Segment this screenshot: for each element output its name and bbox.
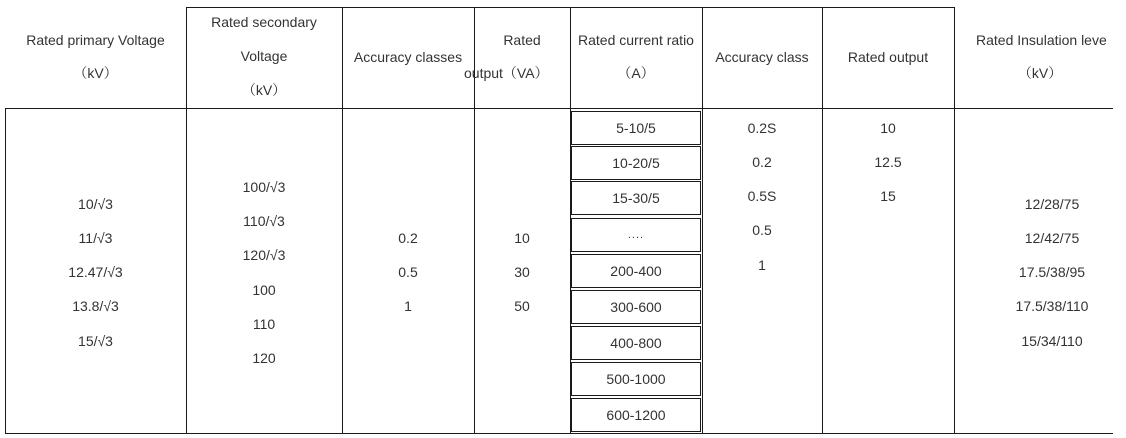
table-bottom-border [5, 433, 1113, 434]
secondary-voltage-value: 100/√3 [242, 179, 286, 195]
insulation-level-value: 12/42/75 [1024, 230, 1080, 246]
current-ratio-value: 400-800 [610, 335, 662, 351]
accuracy-class-value: 0.5 [752, 222, 772, 238]
secondary-voltage-value: 120/√3 [242, 247, 286, 263]
current-ratio-cell [571, 111, 701, 145]
rated-output-value: 10 [880, 120, 896, 136]
secondary-voltage-value: 100 [252, 282, 276, 298]
secondary-voltage-value: 120 [252, 350, 276, 366]
insulation-level-value: 12/28/75 [1024, 196, 1080, 212]
insulation-level-value: 15/34/110 [1021, 333, 1083, 349]
header-secondary-voltage-line2: Voltage [240, 48, 288, 64]
current-ratio-cell [571, 362, 701, 396]
header-insulation-level-line1: Rated Insulation leve [976, 32, 1107, 48]
accuracy-classes-value: 1 [404, 298, 412, 314]
header-rated-output-va-line1: Rated [503, 32, 541, 48]
current-ratio-value: 500-1000 [606, 371, 666, 387]
current-ratio-value: 300-600 [610, 299, 662, 315]
primary-voltage-value: 13.8/√3 [72, 298, 119, 314]
col-border-7 [822, 7, 823, 434]
rated-output-value: 15 [880, 188, 896, 204]
rated-output-value: 12.5 [874, 154, 902, 170]
header-primary-voltage-line1: Rated primary Voltage [26, 32, 165, 48]
header-primary-voltage-unit: （kV） [73, 65, 118, 81]
accuracy-class-value: 0.5S [747, 188, 777, 204]
header-current-ratio-line1: Rated current ratio [578, 32, 694, 48]
accuracy-class-value: 0.2S [747, 120, 777, 136]
accuracy-class-value: 0.2 [752, 154, 772, 170]
header-current-ratio-unit: （A） [617, 65, 655, 81]
insulation-level-value: 17.5/38/95 [1018, 264, 1086, 280]
rated-output-va-value: 10 [514, 230, 530, 246]
current-ratio-cell [571, 254, 701, 288]
current-ratio-cell [571, 290, 701, 324]
accuracy-class-value: 1 [758, 257, 766, 273]
primary-voltage-value: 10/√3 [78, 196, 113, 212]
header-insulation-level-unit: （kV） [1017, 65, 1063, 81]
current-ratio-value: 10-20/5 [612, 155, 660, 171]
rated-output-va-value: 30 [514, 264, 530, 280]
primary-voltage-value: 15/√3 [78, 333, 113, 349]
current-ratio-cell [571, 326, 701, 360]
accuracy-classes-value: 0.5 [398, 264, 418, 280]
current-ratio-cell [571, 146, 701, 180]
col-border-3 [342, 7, 343, 434]
header-rated-output-va-line2: output（VA） [464, 65, 549, 81]
current-ratio-cell [571, 218, 701, 252]
primary-voltage-value: 11/√3 [78, 230, 113, 246]
current-ratio-cell [571, 398, 701, 432]
secondary-voltage-value: 110 [252, 316, 276, 332]
current-ratio-value: 5-10/5 [616, 120, 656, 136]
insulation-level-value: 17.5/38/110 [1015, 298, 1089, 314]
secondary-voltage-value: 110/√3 [243, 213, 285, 229]
primary-voltage-value: 12.47/√3 [68, 264, 123, 280]
header-bottom-border [5, 108, 1113, 109]
header-secondary-voltage-unit: （kV） [241, 82, 287, 98]
header-accuracy-classes: Accuracy classes [353, 49, 463, 65]
current-ratio-value: 600-1200 [606, 407, 666, 423]
current-ratio-value: .... [627, 229, 645, 241]
header-rated-output: Rated output [847, 49, 929, 65]
current-ratio-value: 15-30/5 [612, 190, 660, 206]
header-accuracy-class: Accuracy class [715, 49, 809, 65]
header-secondary-voltage-line1: Rated secondary [211, 14, 317, 30]
accuracy-classes-value: 0.2 [398, 230, 418, 246]
current-ratio-value: 200-400 [610, 263, 662, 279]
current-ratio-cell [571, 181, 701, 215]
rated-output-va-value: 50 [514, 298, 530, 314]
